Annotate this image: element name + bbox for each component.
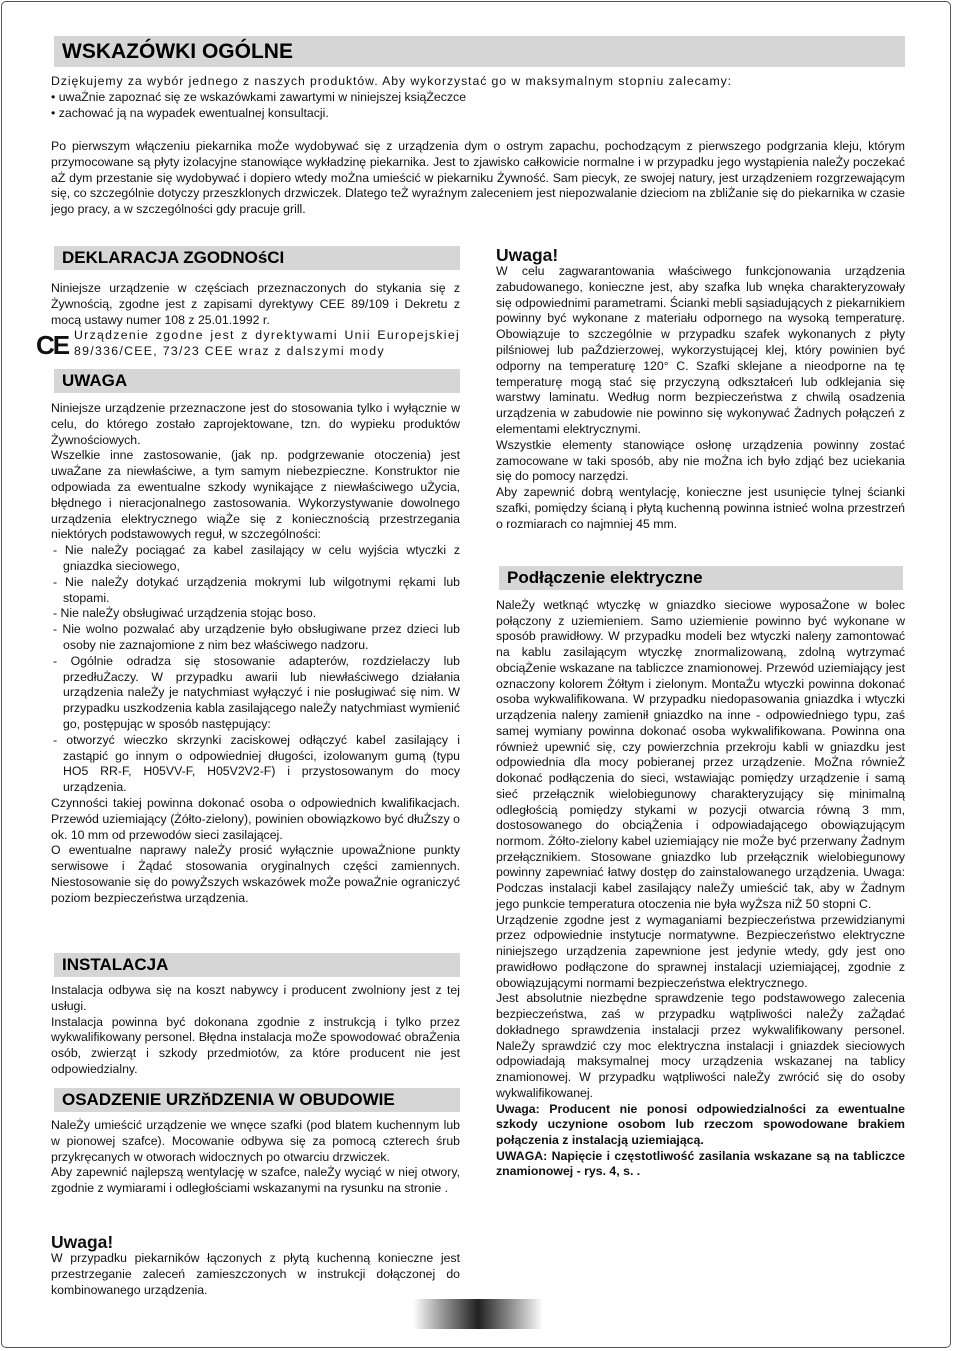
podlaczenie-p3: Jest absolutnie niezbędne sprawdzenie tego podstawowego zalecenia bezpieczeństwa, zaś w przypadku wątpliwości naleŻy zaŻądać dokładnego sprawdzenia instalacji przez wykwalifikowany personel. NaleŻy sprawdzić czy moc elektryczna instalacji i gniazdek sieciowych odpowiadają maksymalnej mocy urządzenia wskazanej na tablicy znamionowej. W przypadku wątpliwości naleŻy zwrócić się do osoby wykwalifikowanej. xyxy=(496,991,905,1100)
uwaga-p2: Wszelkie inne zastosowanie, (jak np. podgrzewanie otoczenia) jest uwaŻane za niewłaściwe, a tym samym niebezpieczne. Konstruktor nie odpowiada za ewentualne szkody wynikające z niewłaściwego uŻycia, błędnego i nieracjonalnego zastosowania. Wykorzystywanie dowolnego urządzenia elektrycznego wiąŻe się z koniecznością przestrzegania niektórych podstawowych reguł, w szczególności: xyxy=(51,448,460,542)
podlaczenie-warning: UWAGA: Napięcie i częstotliwość zasilania wskazane są na tabliczce znamionowej - rys. 4, s. . xyxy=(496,1148,905,1179)
uwaga-list-item: - Nie naleŻy pociągać za kabel zasilający w celu wyjścia wtyczki z gniazdka sieciowego, xyxy=(53,543,460,573)
osadzenie-p2: Aby zapewnić najlepszą wentylację w szafce, naleŻy wyciąć w niej otwory, zgodnie z wymiarami i odległościami wskazanymi na rysunku na stronie . xyxy=(51,1165,460,1196)
intro-bullet: • uwaŻnie zapoznać się ze wskazówkami zawartymi w niniejszej ksiąŻeczce xyxy=(51,89,467,104)
uwaga-list-item: - Nie naleŻy dotykać urządzenia mokrymi lub wilgotnymi rękami lub stopami. xyxy=(53,574,460,605)
page-number-bar xyxy=(413,1299,543,1329)
section-heading-podlaczenie: Podłączenie elektryczne xyxy=(499,566,903,590)
section-heading-deklaracja: DEKLARACJA ZGODNOśCI xyxy=(54,246,460,270)
deklaracja-paragraph: Niniejsze urządzenie w częściach przeznaczonych do stykania się z Żywnością, zgodne jest z zapisami dyrektywy CEE 89/109 i Dekretu z mocą ustawy numer 108 z 25.01.1992 r. xyxy=(51,281,460,327)
intro-line: Dziękujemy za wybór jednego z naszych produktów. Aby wykorzystać go w maksymalnym stopniu zalecamy: xyxy=(51,74,732,88)
podlaczenie-warning: Uwaga: Producent nie ponosi odpowiedzialności za ewentualne szkody uczynione osobom lub rzeczom spowodowane brakiem połączenia z instalacją uziemiającą. xyxy=(496,1101,905,1147)
uwaga-list-item: - Ogólnie odradza się stosowanie adapterów, rozdzielaczy lub przedłuŻaczy. W przypadku awarii lub niewłaściwego działania urządzenia naleŻy je natychmiast wyłączyć i nie posługiwać się nim. W przypadku uszkodzenia kabla zasilającego naleŻy natychmiast wymienić go, postępując w sposób następujący: xyxy=(53,653,460,731)
uwaga-list-item: - Nie wolno pozwalać aby urządzenie było obsługiwane przez dzieci lub osoby nie zaznajomione z nim bez właściwego nadzoru. xyxy=(53,622,460,652)
right-uwaga-p2: Wszystkie elementy stanowiące osłonę urządzenia powinny zostać zamocowane w taki sposób, aby nie moŻna ich było zdjąć bez uciekania się do pomocy narzędzi. xyxy=(496,437,905,484)
ce-text: Urządzenie zgodne jest z dyrektywami Unii Europejskiej 89/336/CEE, 73/23 CEE wraz z dalszymi mody xyxy=(74,328,460,358)
osadzenie-section xyxy=(51,1118,460,1197)
section-heading-osadzenie: OSADZENIE URZňDZENIA W OBUDOWIE xyxy=(54,1088,460,1112)
intro-paragraph: Po pierwszym włączeniu piekarnika moŻe wydobywać się z urządzenia dym o ostrym zapachu, pochodzącym z pierwszego podgrzania kleju, którym przymocowane są płyty izolacyjne stanowiące wykładzinę piekarnika. Jest to zjawisko całkowicie normalne i w przypadku jego wystąpienia naleŻy poczekać aŻ dym przestanie się wydobywać i dopiero wtedy moŻna umieścić w piekarniku Żywność. Sam piecyk, ze swojej natury, jest urządzeniem rozgrzewającym się, co szczególnie dotyczy przeszklonych drzwiczek. Dlatego teŻ wyraźnym zaleceniem jest niepozwalanie dzieciom na zbliŻanie się do piekarnika w czasie jego pracy, a w szczególności gdy pracuje grill. xyxy=(51,139,905,217)
podlaczenie-p1: NaleŻy wetknąć wtyczkę w gniazdko sieciowe wyposaŻone w bolec połączony z uziemieniem. Samo uziemienie powinno być wykonane w sposób prawidłowy. W przypadku modeli bez wtyczki naleŋy zamontować na kablu zasilającym wtyczkę znormalizowaną, zdolną wytrzymać obciąŻenie wskazane na tabliczce znamionowej. Przewód uziemiający jest oznaczony kolorem Żółtym i zielonym. MontaŻu wtyczki powinna dokonać osoba wykwalifikowana. W przypadku niedopasowania gniazdka i wtyczki urządzenia naleŋy zamienił gniazdko na inne - odpowiedniego typu, zaś samej wymiany powinna dokonać osoba wykwalifikowana. Powinna ona również upewnić się, czy powierzchnia przekroju kabli w gniazdku jest odpowiednia dla mocy pobieranej przez urządzenie. MoŻna równieŻ dokonać podłączenia do sieci, wstawiając pomiędzy urządzenie i samą sieć przełącznik wielobiegunowy charakteryzujący się minimalną odległością pomiędzy stykami w pozycji otwarcia równą 3 mm, dostosowanego do obciąŻenia i odpowiadającego obowiązującym normom. Żółto-zielony kabel uziemiający nie moŻe być przerwany Żadnym przełącznikiem. Stosowane gniazdko lub przełącznik wielobiegunowy powinny zapewniać łatwy dostęp do zainstalowanego urządzenia. Uwaga: Podczas instalacji kabel zasilający naleŻy umieścić tak, aby w Żadnym jego punkcie temperatura otoczenia nie była wyŻsza niŻ 50 stopni C. xyxy=(496,598,905,911)
uwaga-section xyxy=(51,401,460,907)
uwaga-p3: Czynności takiej powinna dokonać osoba o odpowiednich kwalifikacjach. Przewód uziemiający (Żółto-zielony), powinien obowiązkowo być dłuŻszy o ok. 10 mm od przewodów sieci zasilającej. xyxy=(51,795,460,842)
uwaga-p4: O ewentualne naprawy naleŻy prosić wyłącznie upowaŻnione punkty serwisowe i Żądać stosowania oryginalnych części zamiennych. Niestosowanie się do powyŻszych wskazówek moŻe powaŻnie ograniczyć poziom bezpieczeństwa urządzenia. xyxy=(51,843,460,905)
right-uwaga-p3: Aby zapewnić dobrą wentylację, konieczne jest usunięcie tylnej ścianki szafki, pomiędzy ścianą i płytą kuchenną powinna istnieć wolna przestrzeń o rozmiarach co najmniej 45 mm. xyxy=(496,485,905,531)
uwaga-p1: Niniejsze urządzenie przeznaczone jest do stosowania tylko i wyłącznie w celu, do którego zostało zaprojektowane, tzn. do wypieku produktów Żywnościowych. xyxy=(51,401,460,447)
podlaczenie-p2: Urządzenie zgodne jest z wymaganiami bezpieczeństwa przewidzianymi przez odpowiednie instytucje normatywne. Bezpieczeństwo elektryczne niniejszego urządzenia zapewnione jest jedynie wtedy, gdy jest ono prawidłowo podłączone do sprawnej instalacji uziemiającej, zgodnie z obowiązującymi normami bezpieczeństwa elektrycznego. xyxy=(496,912,905,990)
instalacja-p1: Instalacja odbywa się na koszt nabywcy i producent zwolniony jest z tej usługi. xyxy=(51,983,460,1013)
instalacja-section xyxy=(51,983,460,1078)
section-heading-instalacja: INSTALACJA xyxy=(54,953,460,977)
intro-section xyxy=(51,74,905,121)
intro-bullet: • zachować ją na wypadek ewentualnej konsultacji. xyxy=(51,105,329,120)
ce-mark-icon: CE xyxy=(36,330,69,360)
section-heading-uwaga: UWAGA xyxy=(54,369,460,393)
uwaga-list-item: - otworzyć wieczko skrzynki zaciskowej odłączyć kabel zasilający i zastąpić go innym o odpowiedniej długości, izolowanym gumą (typu HO5 RR-F, H05VV-F, H05V2V2-F) i przystosowanym do mocy urządzenia. xyxy=(53,732,460,795)
instalacja-p2: Instalacja powinna być dokonana zgodnie z instrukcją i tylko przez wykwalifikowany personel. Błędna instalacja moŻe spowodować obraŻenia osób, zwierząt i szkody przedmiotów, za które producent nie jest odpowiedzialny. xyxy=(51,1014,460,1076)
right-uwaga-section xyxy=(496,264,905,533)
osadzenie-uwaga-heading: Uwaga! xyxy=(51,1232,114,1252)
uwaga-list-item: - Nie naleŻy obsługiwać urządzenia stojąc boso. xyxy=(53,606,317,621)
osadzenie-p1: NaleŻy umieścić urządzenie we wnęce szafki (pod blatem kuchennym lub w pionowej szafce). Mocowanie odbywa się za pomocą czterech śrub przykręcanych w otworach widocznych po otwarciu drzwiczek. xyxy=(51,1118,460,1164)
right-uwaga-heading: Uwaga! xyxy=(496,245,559,265)
page-title: WSKAZÓWKI OGÓLNE xyxy=(54,36,905,67)
podlaczenie-section xyxy=(496,598,905,1180)
right-uwaga-p1: W celu zagwarantowania właściwego funkcjonowania urządzenia zabudowanego, konieczne jest, aby szafka lub wnęka charakteryzowały się odpowiednimi parametrami. Ścianki mebli sąsiadujących z piekarnikiem powinny być wykonane z materiału odpornego na wysoką temperaturę. Obowiązuje to szczególnie w przypadku szafek wykonanych z płyty pilśniowej lub paŹdzierzowej, wykorzystującej klej, który powinien być odporny na temperaturę 120° C. Szafki sklejane a nieodporne na tę temperaturę mogą stać się przyczyną odkształceń lub odklejania się warstwy laminatu. Według norm bezpieczeństwa z chwilą osadzenia urządzenia w zabudowie nie powinno się wykonywać Żadnych połączeń z elementami elektrycznymi. xyxy=(496,264,905,436)
osadzenie-uwaga-text: W przypadku piekarników łączonych z płytą kuchenną konieczne jest przestrzeganie zaleceń zamieszczonych w instrukcji dołączonej do kombinowanego urządzenia. xyxy=(51,1251,460,1297)
